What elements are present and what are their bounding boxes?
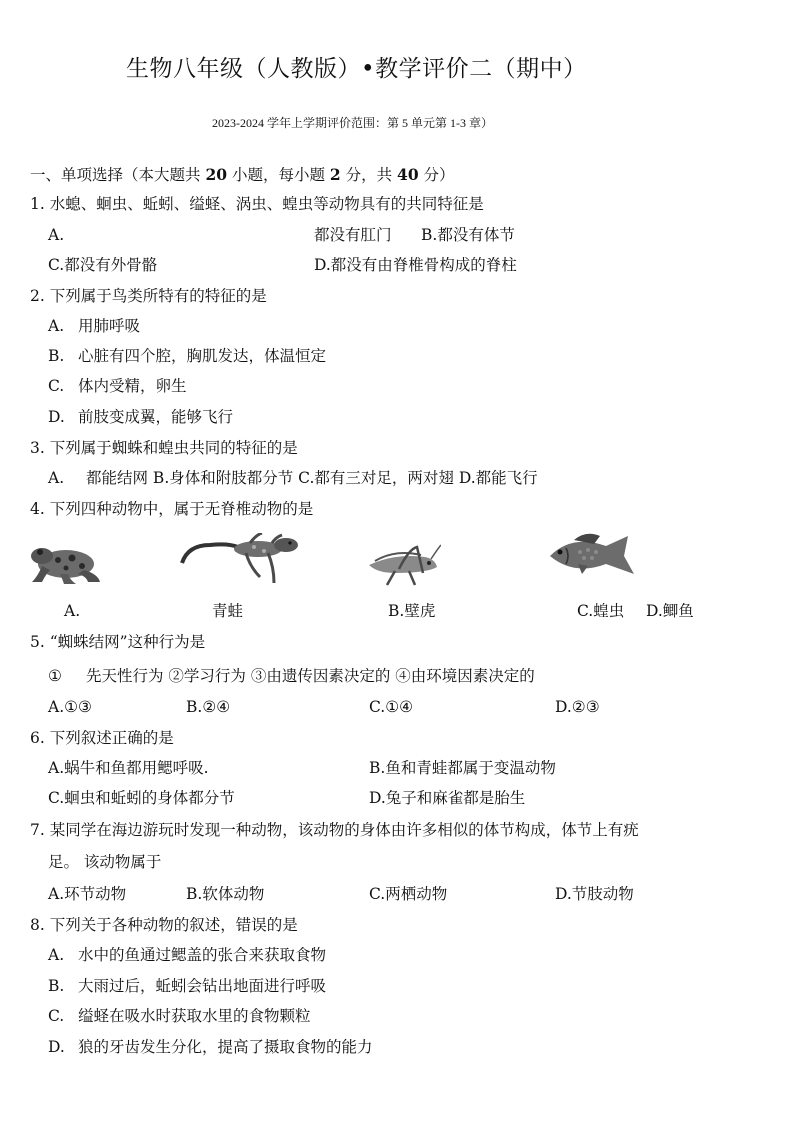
q8-option-b: 大雨过后，蚯蚓会钻出地面进行呼吸 <box>78 977 327 995</box>
q6-option-a: A.蜗牛和鱼都用鳃呼吸. <box>48 759 209 777</box>
q1-option-b: B.都没有体节 <box>421 226 515 244</box>
q1-option-d: D.都没有由脊椎骨构成的脊柱 <box>314 256 517 274</box>
q2-option-a-label: A. <box>48 317 65 335</box>
grasshopper-image <box>365 543 441 587</box>
q6-option-b: B.鱼和青蛙都属于变温动物 <box>369 759 556 777</box>
q1-option-a-text: 都没有肛门 <box>314 226 392 244</box>
q7-option-b: B.软体动物 <box>186 885 265 903</box>
section-heading: 一、单项选择（本大题共 20 小题，每小题 2 分，共 40 分） <box>30 165 455 184</box>
q5-option-a: A.①③ <box>48 698 92 716</box>
q5-option-b: B.②④ <box>186 698 231 716</box>
q8-option-d-label: D. <box>48 1038 65 1056</box>
q2-option-b-label: B. <box>48 347 65 365</box>
exam-scope: 2023-2024 学年上学期评价范围：第 5 单元第 1-3 章） <box>212 116 493 130</box>
q2-option-d-label: D. <box>48 408 65 426</box>
q4-option-a-label: A. <box>64 602 81 620</box>
page-title: 生物八年级（人教版）•教学评价二（期中） <box>126 56 587 82</box>
q8-option-a: 水中的鱼通过鳃盖的张合来获取食物 <box>78 946 327 964</box>
q8-option-d: 狼的牙齿发生分化，提高了摄取食物的能力 <box>78 1038 373 1056</box>
q5-option-c: C.①④ <box>369 698 414 716</box>
q2-option-c-label: C. <box>48 377 65 395</box>
q2-option-b: 心脏有四个腔，胸肌发达，体温恒定 <box>78 347 327 365</box>
q2-option-c: 体内受精，卵生 <box>78 377 187 395</box>
q7-option-a: A.环节动物 <box>48 885 127 903</box>
q3-options: 都能结网 B.身体和附肢都分节 C.都有三对足，两对翅 D.都能飞行 <box>86 469 538 487</box>
q8-option-a-label: A. <box>48 946 65 964</box>
q4-option-c: C.蝗虫 <box>577 602 625 620</box>
question-2-stem: 2. 下列属于鸟类所特有的特征的是 <box>30 287 267 305</box>
q4-option-b: B.壁虎 <box>388 602 436 620</box>
q2-option-a: 用肺呼吸 <box>78 317 141 335</box>
frog-image <box>28 540 104 586</box>
q5-option-d: D.②③ <box>555 698 600 716</box>
q8-option-b-label: B. <box>48 977 65 995</box>
question-8-stem: 8. 下列关于各种动物的叙述，错误的是 <box>30 916 298 934</box>
q2-option-d: 前肢变成翼，能够飞行 <box>78 408 234 426</box>
question-5-stem: 5. “蜘蛛结网”这种行为是 <box>30 633 206 651</box>
q5-statements: 先天性行为 ②学习行为 ③由遗传因素决定的 ④由环境因素决定的 <box>86 667 535 685</box>
q5-statement-1-marker: ① <box>48 667 62 685</box>
question-3-stem: 3. 下列属于蜘蛛和蝗虫共同的特征的是 <box>30 439 298 457</box>
q8-option-c-label: C. <box>48 1007 65 1025</box>
q4-option-a-text: 青蛙 <box>212 602 244 620</box>
question-4-stem: 4. 下列四种动物中，属于无脊椎动物的是 <box>30 500 314 518</box>
gecko-image <box>178 533 306 589</box>
question-6-stem: 6. 下列叙述正确的是 <box>30 729 174 747</box>
q4-option-d: D.鲫鱼 <box>646 602 694 620</box>
q6-option-c: C.蛔虫和蚯蚓的身体都分节 <box>48 789 235 807</box>
carp-image <box>544 530 642 580</box>
question-1-stem: 1. 水螅、蛔虫、蚯蚓、缢蛏、涡虫、蝗虫等动物具有的共同特征是 <box>30 195 484 213</box>
q7-option-c: C.两栖动物 <box>369 885 448 903</box>
question-7-stem-line1: 7. 某同学在海边游玩时发现一种动物，该动物的身体由许多相似的体节构成，体节上有疣 <box>30 821 639 839</box>
question-7-stem-line2: 足。 该动物属于 <box>48 853 162 871</box>
q6-option-d: D.兔子和麻雀都是胎生 <box>369 789 526 807</box>
q1-option-a-label: A. <box>48 226 65 244</box>
q8-option-c: 缢蛏在吸水时获取水里的食物颗粒 <box>78 1007 311 1025</box>
q1-option-c: C.都没有外骨骼 <box>48 256 158 274</box>
q7-option-d: D.节肢动物 <box>555 885 634 903</box>
q3-option-a-label: A. <box>48 469 65 487</box>
